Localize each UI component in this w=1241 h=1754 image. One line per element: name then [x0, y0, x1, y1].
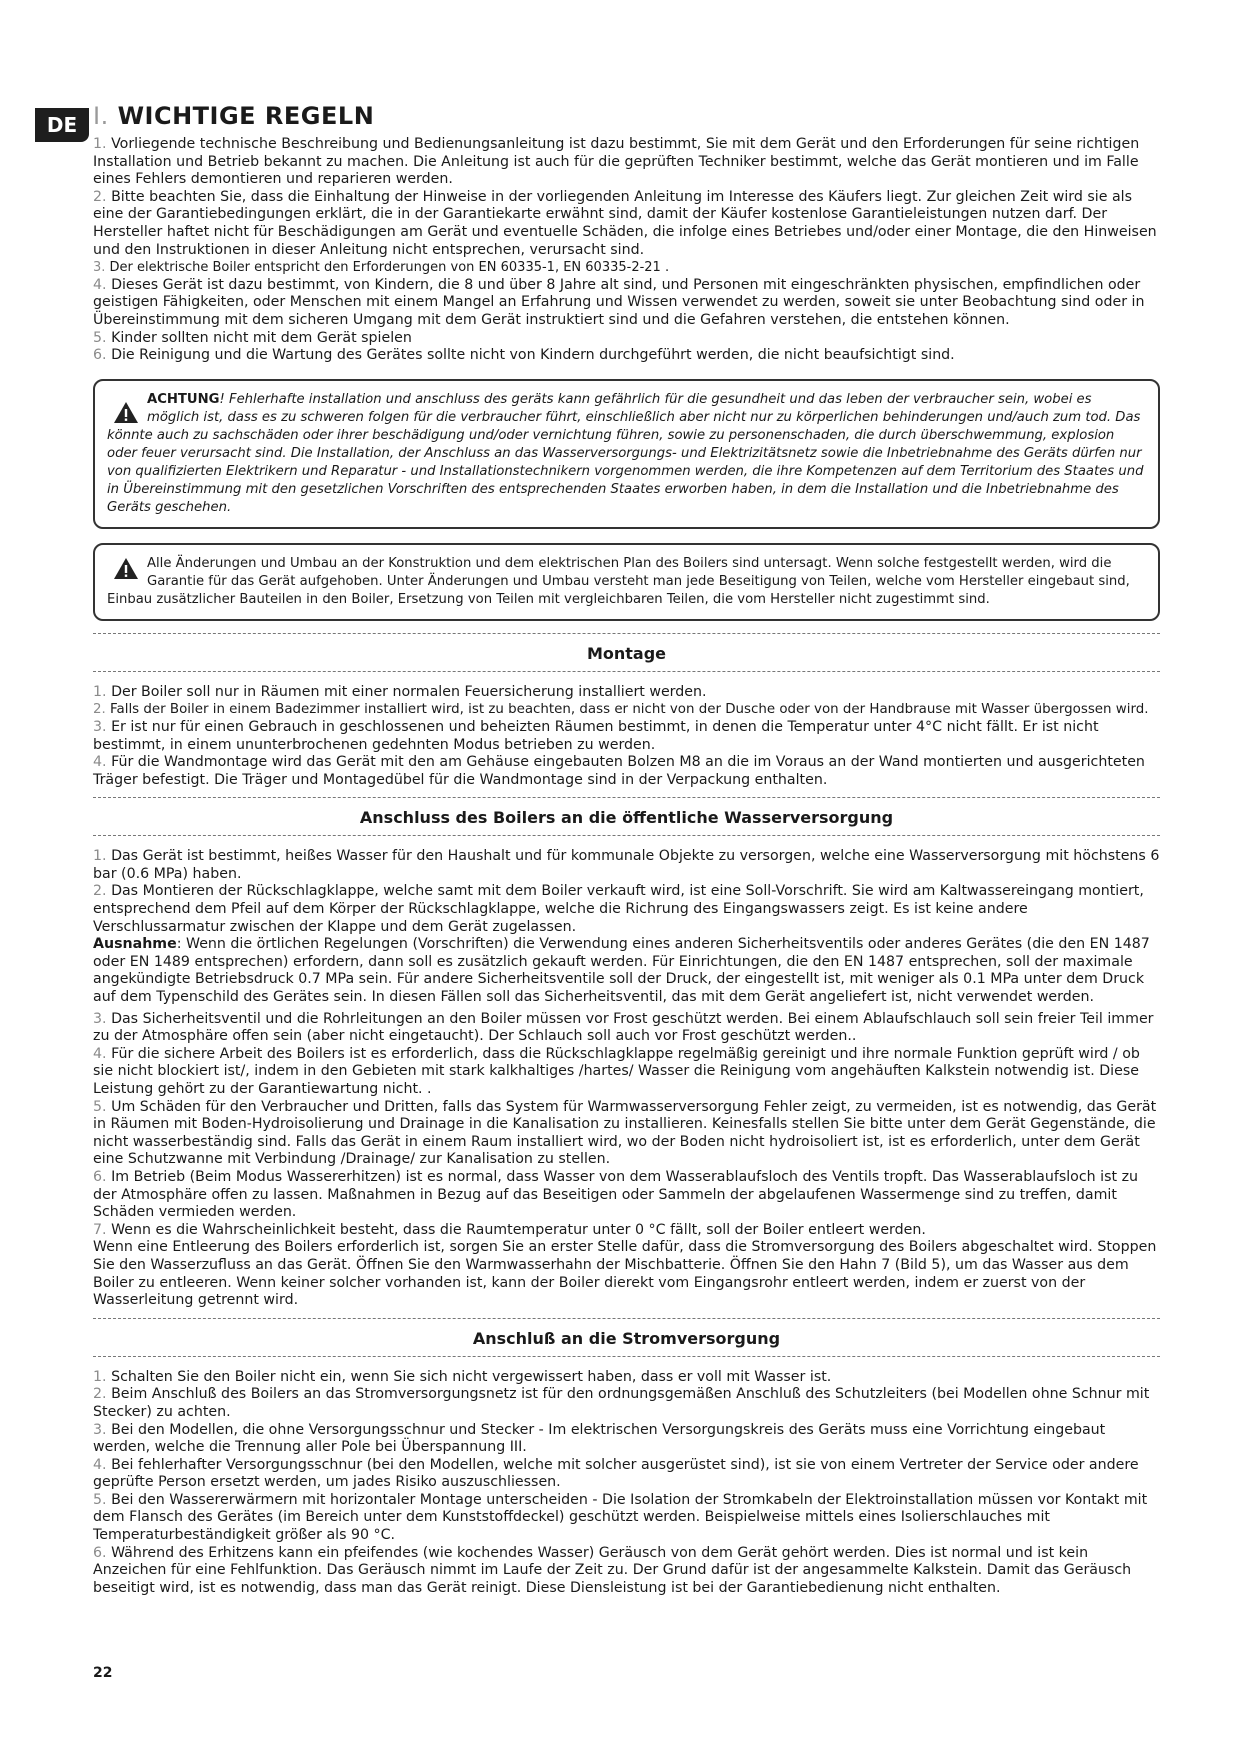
section-title-montage: Montage	[586, 643, 667, 663]
content	[93, 102, 1160, 1597]
rule-item: 5. Kinder sollten nicht mit dem Gerät spielen	[93, 329, 412, 346]
water-item: 7. Wenn es die Wahrscheinlichkeit besteht, dass die Raumtemperatur unter 0 °C fällt, soll der Boiler entleert werden.	[93, 1221, 926, 1238]
divider	[93, 671, 1160, 672]
water-item: 4. Für die sichere Arbeit des Boilers ist es erforderlich, dass die Rückschlagklappe regelmäßig gereinigt und ihre normale Funktion geprüft wird / ob sie nicht blockiert ist/, indem in den Gebieten mit stark kalkhaltiges /hartes/ Wasser die Reinigung vom angehäuften Kalkstein notwendig ist. Diese Leistung gehört zu der Garantiewartung nicht. .	[93, 1045, 1140, 1097]
divider	[93, 797, 1160, 798]
power-item: 5. Bei den Wassererwärmern mit horizontaler Montage unterscheiden - Die Isolation der Stromkabeln der Elektroinstallation müssen vor Kontakt mit dem Flansch des Gerätes (im Bereich unter dem Kunststoffdeckel) geschützt werden. Beispielweise mittels eines Isolierschlauches mit Temperaturbeständigkeit größer als 90 °C.	[93, 1491, 1148, 1544]
power-item: 1. Schalten Sie den Boiler nicht ein, wenn Sie sich nicht vergewissert haben, dass er voll mit Wasser ist.	[93, 1368, 832, 1385]
rule-item: 6. Die Reinigung und die Wartung des Gerätes sollte nicht von Kindern durchgeführt werden, die nicht beaufsichtigt sind.	[93, 347, 955, 364]
rule-item: 3. Der elektrische Boiler entspricht den Erforderungen von EN 60335-1, EN 60335-2-21 .	[93, 260, 670, 276]
warning-icon	[113, 401, 139, 424]
montage-list	[93, 684, 1160, 790]
power-item: 3. Bei den Modellen, die ohne Versorgungsschnur und Stecker - Im elektrischen Versorgungskreis des Geräts muss eine Vorrichtung eingebaut werden, welche die Trennung aller Pole bei Überspannung III.	[93, 1421, 1106, 1456]
divider	[93, 1356, 1160, 1357]
page-title	[93, 102, 1160, 130]
power-item: 4. Bei fehlerhafter Versorgungsschnur (bei den Modellen, welche mit solcher ausgerüstet sind), ist sie von einem Vertreter der Service oder andere geprüfte Person ersetzt werden, um jades Risiko auszuschliessen.	[93, 1456, 1139, 1491]
water-item: 3. Das Sicherheitsventil und die Rohrleitungen an den Boiler müssen vor Frost geschützt werden. Bei einem Ablaufschlauch soll sein freier Teil immer zu der Atmosphäre offen sein (aber nicht eingetaucht). Der Schlauch soll auch vor Frost geschützt werden..	[93, 1010, 1154, 1045]
water-item: 5. Um Schäden für den Verbraucher und Dritten, falls das System für Warmwasserversorgung Fehler zeigt, zu vermeiden, ist es notwendig, das Gerät in Räumen mit Boden-Hydroisolierung und Drainage in die Kanalisation zu installieren. Keinesfalls stellen Sie bitte unter dem Gerät Gegenstände, die nicht wasserbeständig sind. Falls das Gerät in einem Raum installiert wird, wo der Boden nicht hydroisoliert ist, ist es erforderlich, unter dem Gerät eine Schutzwanne mit Verbindung /Drainage/ zur Kanalisation zu stellen.	[93, 1098, 1157, 1168]
section-title-power: Anschluß an die Stromversorgung	[472, 1328, 781, 1348]
warning-text: ! Fehlerhafte installation und anschluss des geräts kann gefährlich für die gesundheit und das leben der verbraucher sein, wobei es möglich ist, dass es zu schweren folgen für die verbraucher führt, einschließlich aber nicht nur zu körperlichen behinderungen und/auch zum tod. Das könnte auch zu sachschäden oder ihrer beschädigung und/oder vernichtung führen, sowie zu personenschaden, die durch überschwemmung, explosion oder feuer verursacht sind. Die Installation, der Anschluss an das Wasserversorgungs- und Elektrizitätsnetz sowie die Inbetriebnahme des Geräts dürfen nur von qualifizierten Elektrikern und Reparatur - und Installationstechnikern vorgenommen werden, die ihre Kompetenzen auf dem Territorium des Staates und in Übereinstimmung mit den gesetzlichen Vorschriften des entsprechenden Staates erworben haben, in dem die Installation und die Inbetriebnahme des Geräts geschehen.	[107, 391, 1144, 515]
divider	[93, 633, 1160, 634]
title-text: WICHTIGE REGELN	[117, 102, 375, 130]
water-item: 1. Das Gerät ist bestimmt, heißes Wasser für den Haushalt und für kommunale Objekte zu versorgen, welche eine Wasserversorgung mit höchstens 6 bar (0.6 MPa) haben.	[93, 848, 1160, 882]
title-number: I.	[93, 102, 109, 130]
montage-item: 2. Falls der Boiler in einem Badezimmer installiert wird, ist zu beachten, dass er nicht von der Dusche oder von der Handbrause mit Wasser übergossen wird.	[93, 702, 1149, 718]
water-exception: Ausnahme: Wenn die örtlichen Regelungen (Vorschriften) die Verwendung eines anderen Sicherheitsventils oder anderes Gerätes (die den EN 1487 oder EN 1489 entsprechen) erfordern, dann soll es zusätzlich gekauft werden. Für Einrichtungen, die den EN 1487 entsprechen, soll der maximale angekündigte Betriebsdruck 0.7 MPa sein. Für andere Sicherheitsventile soll der Druck, der eingestellt ist, mit weniger als 0.1 MPa unter dem Druck auf dem Typenschild des Gerätes sein. In diesen Fällen soll das Sicherheitsventil, das mit dem Gerät angeliefert ist, nicht verwendet werden.	[93, 936, 1150, 1006]
warning-box-achtung	[93, 379, 1160, 529]
divider	[93, 1318, 1160, 1319]
warning-icon	[113, 557, 139, 580]
montage-item: 4. Für die Wandmontage wird das Gerät mit den am Gehäuse eingebauten Bolzen M8 an die im Voraus an der Wand montierten und ausgerichteten Träger befestigt. Die Träger und Montagedübel für die Wandmontage sind in der Verpackung enthalten.	[93, 754, 1145, 788]
water-item: 6. Im Betrieb (Beim Modus Wassererhitzen) ist es normal, dass Wasser von dem Wasserablaufsloch des Ventils tropft. Das Wasserablaufsloch ist zu der Atmosphäre offen zu lassen. Maßnahmen in Bezug auf das Beseitigen oder Sammeln der abgelaufenen Wassermenge sind zu treffen, damit Schäden vermieden werden.	[93, 1168, 1139, 1221]
water-drain-paragraph: Wenn eine Entleerung des Boilers erforderlich ist, sorgen Sie an erster Stelle dafür, dass die Stromversorgung des Boilers abgeschaltet wird. Stoppen Sie den Wasserzufluss an das Gerät. Öffnen Sie den Warmwasserhahn der Mischbatterie. Öffnen Sie den Hahn 7 (Bild 5), um das Wasser aus dem Boiler zu entleeren. Wenn keiner solcher vorhanden ist, kann der Boiler dierekt vom Eingangsrohr entleert werden, indem er zuerst von der Wasserleitung getrennt wird.	[93, 1239, 1157, 1309]
warning-label: ACHTUNG	[147, 391, 220, 407]
divider	[93, 835, 1160, 836]
warning-text: Alle Änderungen und Umbau an der Konstruktion und dem elektrischen Plan des Boilers sind untersagt. Wenn solche festgestellt werden, wird die Garantie für das Gerät aufgehoben. Unter Änderungen und Umbau versteht man jede Beseitigung von Teilen, welche vom Hersteller eingebaut sind, Einbau zusätzlicher Bauteilen in den Boiler, Ersetzung von Teilen mit vergleichbaren Teilen, die vom Hersteller nicht zugestimmt sind.	[107, 555, 1130, 607]
montage-item: 1. Der Boiler soll nur in Räumen mit einer normalen Feuersicherung installiert werden.	[93, 683, 707, 700]
power-item: 2. Beim Anschluß des Boilers an das Stromversorgungsnetz ist für den ordnungsgemäßen Anschluß des Schutzleiters (bei Modellen ohne Schnur mit Stecker) zu achten.	[93, 1386, 1150, 1420]
rule-item: 2. Bitte beachten Sie, dass die Einhaltung der Hinweise in der vorliegenden Anleitung im Interesse des Käufers liegt. Zur gleichen Zeit wird sie als eine der Garantiebedingungen erklärt, die in der Garantiekarte erwähnt sind, damit der Käufer kostenlose Garantieleistungen nutzen darf. Der Hersteller haftet nicht für Beschädigungen am Gerät und eventuelle Schäden, die infolge eines Betriebes und/oder einer Montage, die den Hinweisen und den Instruktionen in dieser Anleitung nicht entsprechen, verursacht sind.	[93, 188, 1157, 258]
rule-item: 1. Vorliegende technische Beschreibung und Bedienungsanleitung ist dazu bestimmt, Sie mit dem Gerät und den Erforderungen für seine richtigen Installation und Betrieb bekannt zu machen. Die Anleitung ist auch für die geprüften Techniker bestimmt, welche das Gerät montieren und im Falle eines Fehlers demontieren und reparieren werden.	[93, 136, 1140, 188]
rules-list	[93, 136, 1160, 365]
power-list	[93, 1369, 1160, 1598]
water-list	[93, 848, 1160, 1309]
language-tag: DE	[35, 108, 89, 142]
power-item: 6. Während des Erhitzens kann ein pfeifendes (wie kochendes Wasser) Geräusch von dem Gerät gehört werden. Dies ist normal und ist kein Anzeichen für eine Fehlfunktion. Das Geräusch nimmt im Laufe der Zeit zu. Der Grund dafür ist der angesammelte Kalkstein. Damit das Geräusch beseitigt wird, ist es notwendig, dass man das Gerät reinigt. Diese Diensleistung ist bei der Garantiebedienung nicht enthalten.	[93, 1544, 1132, 1596]
water-item: 2. Das Montieren der Rückschlagklappe, welche samt mit dem Boiler verkauft wird, ist eine Soll-Vorschrift. Sie wird am Kaltwassereingang montiert, entsprechend dem Pfeil auf dem Körper der Rückschlagklappe, welche die Richrung des Eingangswassers zeigt. Es ist keine andere Verschlussarmatur zwischen der Klappe und dem Gerät zugelassen.	[93, 883, 1144, 935]
page-number: 22	[93, 1665, 113, 1681]
rule-item: 4. Dieses Gerät ist dazu bestimmt, von Kindern, die 8 und über 8 Jahre alt sind, und Personen mit eingeschränkten physischen, empfindlichen oder geistigen Fähigkeiten, oder Menschen mit einem Mangel an Erfahrung und Wissen verwendet zu werden, soweit sie unter Beobachtung sind oder in Übereinstimmung mit dem sicheren Umgang mit dem Gerät instruktiert sind und die Gefahren verstehen, die entstehen können.	[93, 276, 1145, 328]
montage-item: 3. Er ist nur für einen Gebrauch in geschlossenen und beheizten Räumen bestimmt, in denen die Temperatur unter 4°C nicht fällt. Er ist nicht bestimmt, in einem ununterbrochenen gedehnten Modus betrieben zu werden.	[93, 718, 1099, 753]
section-title-water: Anschluss des Boilers an die öffentliche Wasserversorgung	[359, 808, 894, 828]
warning-box-modification	[93, 543, 1160, 621]
